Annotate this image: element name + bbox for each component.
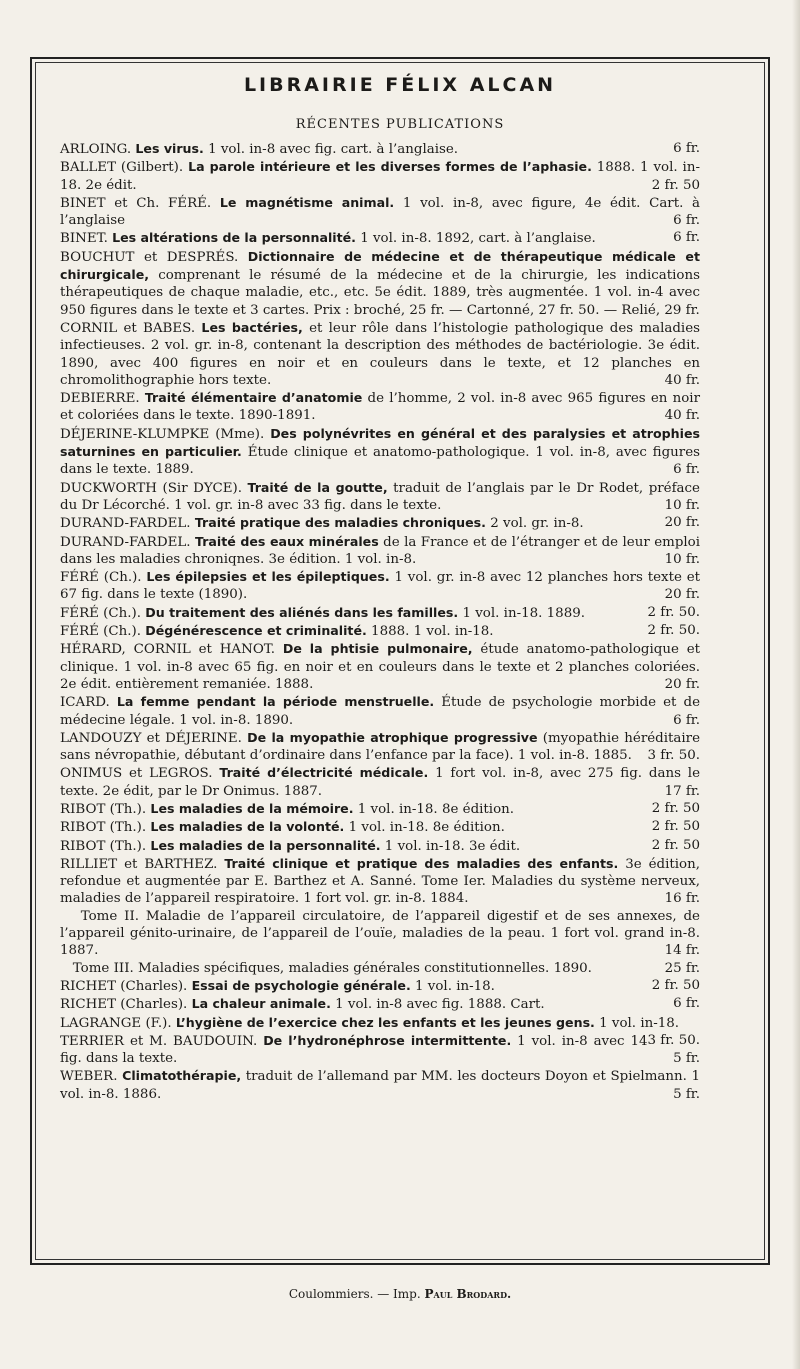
entry-details: 1 vol. in-18. 1889. bbox=[462, 605, 585, 621]
entry-title: Les maladies de la personnalité. bbox=[150, 837, 381, 853]
entry-details: Étude clinique et anatomo-pathologique. 1 vol. in-8, avec figures dans le texte. 1889. bbox=[60, 445, 701, 478]
entry-author: BALLET (Gilbert). bbox=[60, 160, 184, 176]
entry-price: 6 fr. bbox=[673, 462, 700, 478]
entry-price: 16 fr. bbox=[664, 891, 700, 907]
entry-details: 2 vol. gr. in-8. bbox=[490, 516, 584, 532]
entry-price: 6 fr. bbox=[673, 213, 700, 229]
section-subheading: RÉCENTES PUBLICATIONS bbox=[295, 117, 505, 132]
entry-price: 2 fr. 50 bbox=[651, 800, 700, 816]
entry-title: Traité clinique et pratique des maladies des enfants. bbox=[224, 855, 619, 871]
entry-price: 17 fr. bbox=[664, 783, 700, 799]
publication-entry bbox=[60, 514, 700, 532]
entry-price: 20 fr. bbox=[664, 587, 700, 603]
entry-title: De l’hydronéphrose intermittente. bbox=[263, 1032, 512, 1048]
publication-entry bbox=[60, 640, 700, 693]
entry-details: traduit de l’anglais par le Dr Rodet, préface du Dr Lécorché. 1 vol. gr. in-8 avec 33 fig. dans le texte. bbox=[60, 480, 700, 513]
entry-title: Les virus. bbox=[135, 141, 204, 156]
entry-details: de la France et de l’étranger et de leur emploi dans les maladies chroniqnes. 3e édition. 1 vol. in-8. bbox=[60, 534, 701, 567]
entry-title: L’hygiène de l’exercice chez les enfants et les jeunes gens. bbox=[175, 1014, 595, 1030]
entry-details: 1 vol. in-18. 3e édit. bbox=[384, 838, 521, 854]
publication-entry bbox=[60, 1032, 700, 1068]
entry-details: étude anatomo-pathologique et clinique. 1 vol. in-8 avec 65 fig. en noir et en couleurs dans le texte et 2 planches coloriées. 2e édit. entièrement remaniée. 1888. bbox=[60, 642, 701, 692]
entry-details: 3e édition, refondue et augmentée par E. Barthez et A. Sanné. Tome Ier. Maladies du système nerveux, maladies de l’appareil respiratoire. 1 fort vol. gr. in-8. 1884. bbox=[60, 856, 700, 907]
entry-price: 3 fr. 50. bbox=[647, 748, 700, 764]
entry-author: HÉRARD, CORNIL et HANOT. bbox=[60, 642, 276, 658]
entry-author: ARLOING. bbox=[60, 142, 132, 157]
entry-price: 6 fr. bbox=[673, 230, 700, 246]
entry-details: 1 vol. in-8, avec figure, 4e édit. Cart. à l’anglaise bbox=[60, 195, 701, 229]
entry-title: Les épilepsies et les épileptiques. bbox=[146, 569, 390, 585]
entry-author: DURAND-FARDEL. bbox=[60, 516, 191, 532]
entry-author: FÉRÉ (Ch.). bbox=[60, 605, 142, 621]
entry-price: 5 fr. bbox=[673, 1086, 700, 1102]
entry-title: Essai de psychologie générale. bbox=[191, 977, 411, 993]
entry-details: traduit de l’allemand par MM. les docteurs Doyon et Spielmann. 1 vol. in-8. 1886. bbox=[60, 1069, 700, 1102]
entry-author: RIBOT (Th.). bbox=[60, 820, 147, 836]
publication-entry bbox=[60, 960, 700, 977]
publication-entry bbox=[60, 319, 700, 389]
entry-details: 1 vol. in-8 avec fig. 1888. Cart. bbox=[335, 997, 545, 1013]
entry-title: La chaleur animale. bbox=[191, 996, 331, 1012]
entry-author: BINET. bbox=[60, 231, 108, 247]
entry-details: de l’homme, 2 vol. in-8 avec 965 figures en noir et coloriées dans le texte. 1890-1891. bbox=[60, 391, 700, 424]
entry-price: 6 fr. bbox=[673, 996, 700, 1012]
publication-entry bbox=[60, 764, 700, 800]
entry-author: WEBER. bbox=[60, 1069, 118, 1085]
entry-price: 40 fr. bbox=[664, 372, 700, 388]
publication-entry bbox=[60, 977, 700, 995]
entry-details: 1 fort vol. in-8, avec 275 fig. dans le texte. 2e édit, par le Dr Onimus. 1887. bbox=[60, 766, 700, 799]
entry-title: Traité d’électricité médicale. bbox=[219, 765, 429, 781]
entry-details: 1 vol. in-18. 8e édition. bbox=[348, 820, 505, 836]
entry-price: 6 fr. bbox=[673, 141, 700, 156]
entry-author: CORNIL et BABES. bbox=[60, 320, 196, 336]
publication-entry bbox=[60, 140, 700, 158]
imprint-place: Coulommiers. — Imp. bbox=[288, 1287, 421, 1301]
publication-entry bbox=[60, 389, 700, 425]
entry-title: Les maladies de la mémoire. bbox=[150, 800, 354, 816]
entry-author: FÉRÉ (Ch.). bbox=[60, 570, 142, 586]
entry-price: 10 fr. bbox=[664, 551, 700, 567]
publication-entry bbox=[60, 248, 700, 319]
entry-price: 40 fr. bbox=[664, 408, 700, 424]
publication-entry bbox=[60, 729, 700, 765]
publication-list bbox=[60, 140, 700, 1103]
entry-details: comprenant le résumé de la médecine et de la chirurgie, les indications thérapeutiques de chaque maladie, etc., etc. 5e édit. 1889, très augmentée. 1 vol. in-4 avec 950 figures dans le texte et 3 cartes. Prix : broché, 25 fr. — Cartonné, 27 fr. 50. — Relié, 29 fr. bbox=[60, 268, 700, 318]
entry-details: 1888. 1 vol. in-18. bbox=[371, 624, 494, 640]
entry-title: Traité pratique des maladies chroniques. bbox=[194, 515, 486, 531]
entry-author: BINET et Ch. FÉRÉ. bbox=[60, 195, 212, 211]
publication-entry bbox=[60, 568, 700, 604]
publication-entry bbox=[60, 158, 700, 194]
publication-entry bbox=[60, 818, 700, 836]
entry-author: LANDOUZY et DÉJERINE. bbox=[60, 730, 242, 746]
entry-title: La femme pendant la période menstruelle. bbox=[116, 694, 435, 710]
entry-price: 10 fr. bbox=[664, 497, 700, 513]
entry-price: 2 fr. 50 bbox=[651, 837, 700, 853]
entry-price: 2 fr. 50. bbox=[647, 623, 700, 639]
entry-price: 2 fr. 50. bbox=[647, 604, 700, 620]
entry-author: RIBOT (Th.). bbox=[60, 838, 147, 854]
publication-entry bbox=[60, 800, 700, 818]
publication-entry bbox=[60, 908, 700, 960]
entry-title: Le magnétisme animal. bbox=[219, 194, 395, 210]
entry-author: RICHET (Charles). bbox=[60, 997, 188, 1013]
entry-title: De la phtisie pulmonaire, bbox=[282, 641, 473, 657]
page-edge-shadow bbox=[792, 0, 800, 1369]
entry-title: Du traitement des aliénés dans les familles. bbox=[145, 604, 459, 620]
entry-price: 2 fr. 50 bbox=[651, 977, 700, 993]
entry-author: ICARD. bbox=[60, 695, 110, 711]
publication-entry bbox=[60, 837, 700, 855]
entry-author: DUCKWORTH (Sir DYCE). bbox=[60, 480, 242, 496]
publication-entry bbox=[60, 604, 700, 622]
publication-entry bbox=[60, 855, 700, 908]
publication-entry bbox=[60, 693, 700, 729]
entry-title: La parole intérieure et les diverses formes de l’aphasie. bbox=[188, 159, 592, 175]
entry-price: 5 fr. bbox=[673, 1051, 700, 1067]
entry-price: 6 fr. bbox=[673, 712, 700, 728]
entry-title: Des polynévrites en général et des paralysies et atrophies saturnines en particulier. bbox=[60, 425, 700, 460]
publication-entry bbox=[60, 995, 700, 1013]
entry-price: 25 fr. bbox=[664, 960, 700, 976]
entry-author: FÉRÉ (Ch.). bbox=[60, 624, 142, 640]
entry-price: 3 fr. 50. bbox=[647, 1032, 700, 1048]
entry-details: et leur rôle dans l’histologie pathologique des maladies infectieuses. 2 vol. gr. in-8, contenant la description des méthodes de bactériologie. 3e édit. 1890, avec 400 figures en noir et en couleurs dans le texte, et 12 planches en chromolithographie hors texte. bbox=[60, 320, 701, 388]
entry-details: 1888. 1 vol. in-18. 2e édit. bbox=[60, 160, 700, 193]
publication-entry bbox=[60, 479, 700, 515]
publication-entry bbox=[60, 533, 700, 569]
entry-title: Dictionnaire de médecine et de thérapeutique médicale et chirurgicale, bbox=[60, 248, 700, 283]
entry-price: 2 fr. 50 bbox=[651, 819, 700, 835]
publication-entry bbox=[60, 1067, 700, 1103]
entry-author: DÉJERINE-KLUMPKE (Mme). bbox=[60, 426, 265, 442]
entry-details: (myopathie héréditaire sans névropathie, débutant d’ordinaire dans l’enfance par la face). 1 vol. in-8. 1885. bbox=[60, 730, 700, 764]
entry-title: Dégénérescence et criminalité. bbox=[145, 623, 367, 639]
entry-author: DEBIERRE. bbox=[60, 391, 140, 407]
entry-title: Traité élémentaire d’anatomie bbox=[144, 390, 363, 406]
entry-details: 1 vol. in-18. bbox=[599, 1015, 680, 1031]
entry-price: 14 fr. bbox=[664, 943, 700, 959]
entry-author: DURAND-FARDEL. bbox=[60, 534, 191, 550]
printer-imprint bbox=[0, 1287, 800, 1301]
entry-details: 1 vol. in-8. 1892, cart. à l’anglaise. bbox=[360, 231, 596, 247]
entry-details: 1 vol. in-8 avec 14 fig. dans la texte. bbox=[60, 1033, 648, 1067]
entry-title: Traité de la goutte, bbox=[247, 479, 388, 495]
entry-author: RILLIET et BARTHEZ. bbox=[60, 856, 218, 872]
entry-title: Les altérations de la personnalité. bbox=[112, 230, 356, 246]
publication-entry bbox=[60, 425, 700, 479]
entry-title: De la myopathie atrophique progressive bbox=[247, 729, 538, 745]
entry-author: RICHET (Charles). bbox=[60, 978, 188, 994]
entry-title: Traité des eaux minérales bbox=[195, 533, 379, 549]
entry-title: Climatothérapie, bbox=[122, 1068, 242, 1084]
entry-price: 20 fr. bbox=[664, 515, 700, 531]
entry-price: 2 fr. 50 bbox=[651, 177, 700, 193]
entry-title: Les bactéries, bbox=[201, 319, 303, 335]
publication-entry bbox=[60, 229, 700, 247]
entry-details: 1 vol. in-8 avec fig. cart. à l’anglaise. bbox=[208, 142, 459, 157]
entry-details: 1 vol. in-18. bbox=[415, 978, 495, 994]
entry-details: Étude de psychologie morbide et de médecine légale. 1 vol. in-8. 1890. bbox=[60, 695, 701, 728]
entry-author: ONIMUS et LEGROS. bbox=[60, 766, 213, 782]
entry-details: 1 vol. in-18. 8e édition. bbox=[357, 801, 515, 817]
entry-details: 1 vol. gr. in-8 avec 12 planches hors texte et 67 fig. dans le texte (1890). bbox=[60, 570, 701, 603]
entry-details: Tome III. Maladies spécifiques, maladies générales constitutionnelles. 1890. bbox=[72, 960, 592, 976]
entry-author: TERRIER et M. BAUDOUIN. bbox=[60, 1033, 258, 1049]
entry-title: Les maladies de la volonté. bbox=[150, 819, 345, 835]
entry-price: 20 fr. bbox=[664, 676, 700, 692]
imprint-printer: Paul Brodard. bbox=[424, 1287, 512, 1301]
entry-details: Tome II. Maladie de l’appareil circulatoire, de l’appareil digestif et de ses annexes, de l’appareil génito-urinaire, de l’appareil de l’ouïe, maladies de la peau. 1 fort vol. grand in-8. 1887. bbox=[60, 908, 700, 959]
publisher-heading: LIBRAIRIE FÉLIX ALCAN bbox=[243, 74, 557, 96]
publication-entry bbox=[60, 194, 700, 230]
publication-entry bbox=[60, 622, 700, 640]
entry-author: RIBOT (Th.). bbox=[60, 801, 147, 817]
entry-author: BOUCHUT et DESPRÉS. bbox=[60, 249, 239, 265]
entry-author: LAGRANGE (F.). bbox=[60, 1015, 172, 1031]
